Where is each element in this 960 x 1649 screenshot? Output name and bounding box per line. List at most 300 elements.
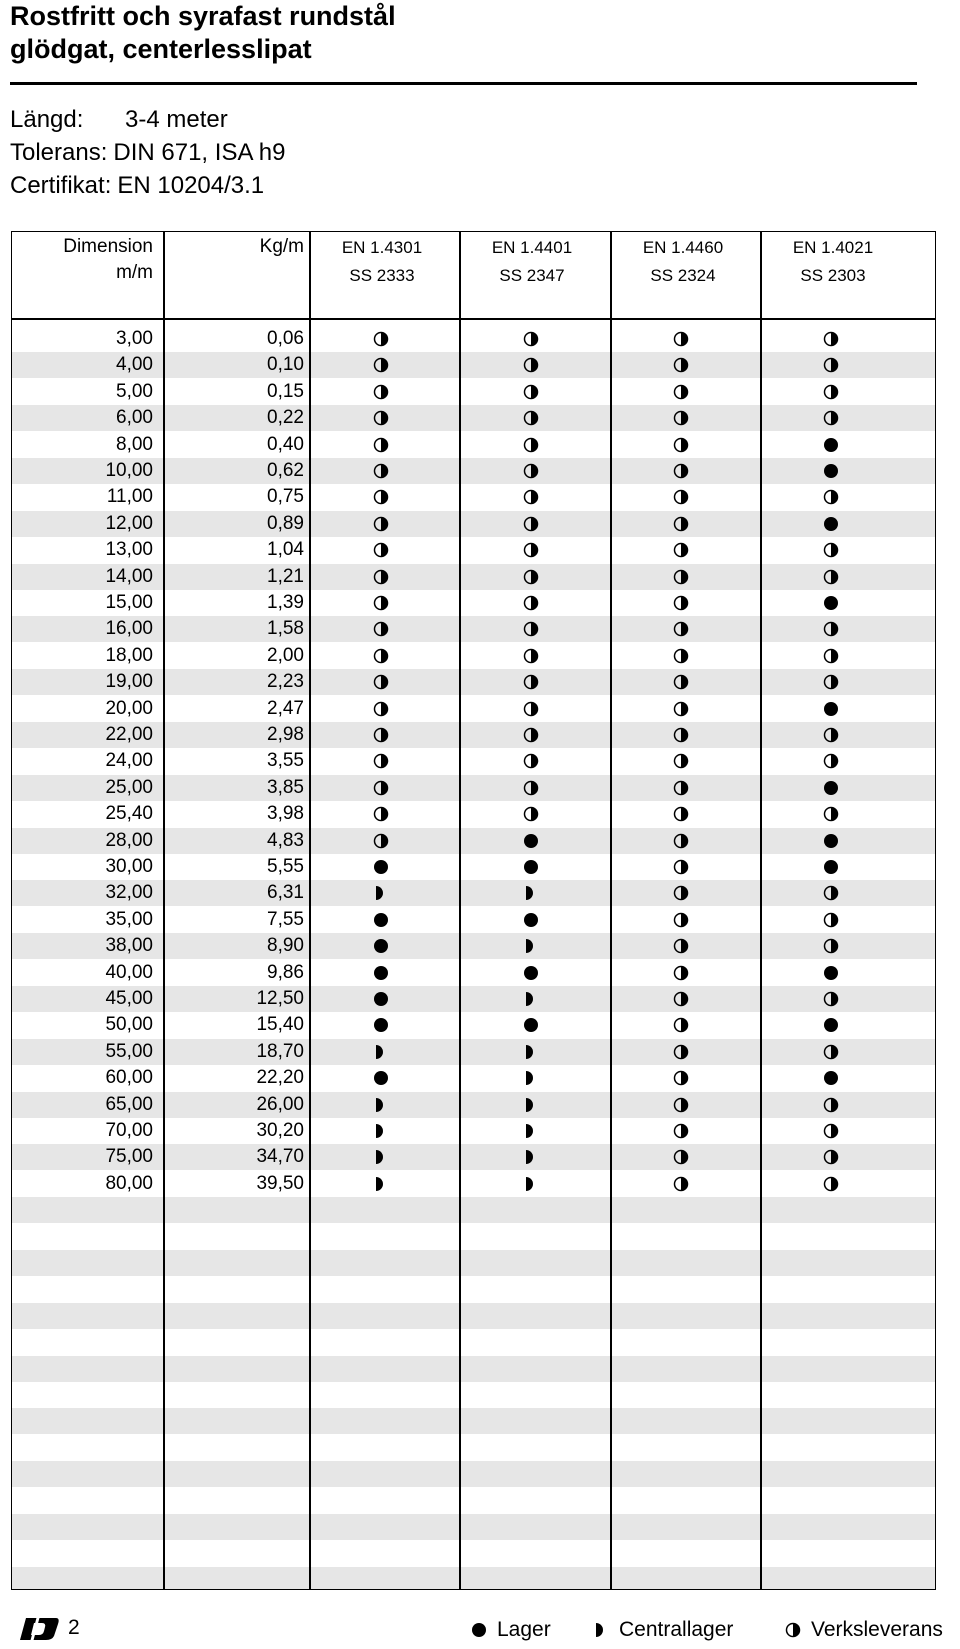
header-material-4 [758, 234, 908, 290]
page-footer [0, 1614, 960, 1649]
cell-dimension: 8,00 [116, 433, 153, 455]
cell-weight: 1,21 [267, 565, 304, 587]
cell-availability [672, 326, 690, 352]
cell-availability [822, 696, 840, 722]
cell-dimension: 19,00 [105, 671, 153, 693]
header-material-3 [608, 234, 758, 290]
cell-availability [672, 1144, 690, 1170]
header-material-ss: SS 2347 [499, 266, 565, 285]
open-circle-icon [373, 569, 389, 585]
legend-label: Centrallager [619, 1618, 734, 1641]
cell-availability [822, 1092, 840, 1118]
filled-circle-icon [373, 859, 389, 875]
open-circle-icon [823, 489, 839, 505]
open-circle-icon [673, 1176, 689, 1192]
cell-dimension: 20,00 [105, 697, 153, 719]
cell-availability [672, 537, 690, 563]
spec-tolerance [10, 136, 286, 169]
header-material-ss: SS 2333 [349, 266, 415, 285]
open-circle-icon [373, 595, 389, 611]
cell-weight: 3,55 [267, 750, 304, 772]
cell-availability [672, 1171, 690, 1197]
cell-availability [522, 748, 540, 774]
cell-weight: 12,50 [256, 988, 304, 1009]
cell-availability [372, 801, 390, 827]
filled-circle-icon [823, 965, 839, 981]
cell-dimension: 45,00 [105, 988, 153, 1009]
open-circle-icon [373, 489, 389, 505]
cell-availability [822, 352, 840, 378]
open-circle-icon [523, 437, 539, 453]
cell-availability [522, 854, 540, 880]
open-circle-icon [673, 569, 689, 585]
cell-availability [372, 379, 390, 405]
cell-availability [672, 643, 690, 669]
header-dimension-unit: m/m [116, 262, 153, 283]
open-circle-icon [523, 569, 539, 585]
header-dimension [12, 234, 153, 286]
filled-circle-icon [823, 1017, 839, 1033]
header-weight: Kg/m [259, 236, 304, 257]
cell-availability [822, 748, 840, 774]
cell-dimension: 25,00 [105, 776, 153, 798]
half-circle-icon [373, 1097, 389, 1113]
half-circle-icon [373, 1176, 389, 1192]
open-circle-icon [673, 410, 689, 426]
header-material-1 [307, 234, 457, 290]
open-circle-icon [373, 331, 389, 347]
cell-dimension: 38,00 [105, 935, 153, 957]
cell-availability [372, 537, 390, 563]
cell-availability [372, 432, 390, 458]
header-divider [12, 318, 935, 320]
open-circle-icon [673, 780, 689, 796]
open-circle-icon [823, 1176, 839, 1192]
cell-weight: 1,04 [267, 539, 304, 561]
cell-availability [822, 616, 840, 642]
open-circle-icon [523, 463, 539, 479]
cell-availability [522, 1171, 540, 1197]
cell-weight: 39,50 [256, 1172, 304, 1194]
cell-availability [522, 1118, 540, 1144]
cell-availability [522, 933, 540, 959]
cell-availability [822, 1012, 840, 1038]
cell-weight: 30,20 [256, 1120, 304, 1141]
cell-availability [672, 379, 690, 405]
title-line-1: Rostfritt och syrafast rundstål [10, 1, 396, 31]
open-circle-icon [673, 1044, 689, 1060]
filled-circle-icon [823, 701, 839, 717]
page-title [10, 0, 910, 66]
cell-availability [672, 616, 690, 642]
cell-dimension: 16,00 [105, 618, 153, 640]
open-circle-icon [373, 463, 389, 479]
cell-weight: 0,22 [267, 407, 304, 429]
cell-dimension: 30,00 [105, 856, 153, 877]
cell-availability [522, 432, 540, 458]
open-circle-icon [373, 727, 389, 743]
cell-weight: 3,98 [267, 803, 304, 825]
cell-weight: 8,90 [267, 935, 304, 957]
cell-weight: 1,39 [267, 592, 304, 613]
open-circle-icon [373, 833, 389, 849]
cell-availability [372, 933, 390, 959]
open-circle-icon [823, 542, 839, 558]
cell-availability [372, 722, 390, 748]
open-circle-icon [373, 357, 389, 373]
open-circle-icon [673, 965, 689, 981]
cell-weight: 0,62 [267, 460, 304, 481]
open-circle-icon [523, 621, 539, 637]
cell-availability [522, 669, 540, 695]
filled-circle-icon [823, 1070, 839, 1086]
open-circle-icon [823, 806, 839, 822]
cell-availability [822, 828, 840, 854]
open-circle-icon [823, 648, 839, 664]
cell-availability [372, 590, 390, 616]
open-circle-icon [673, 938, 689, 954]
open-circle-icon [373, 780, 389, 796]
open-circle-icon [373, 542, 389, 558]
filled-circle-icon [373, 1017, 389, 1033]
filled-circle-icon [373, 965, 389, 981]
cell-availability [672, 1118, 690, 1144]
cell-weight: 22,20 [256, 1067, 304, 1089]
open-circle-icon [673, 595, 689, 611]
cell-weight: 0,15 [267, 380, 304, 402]
cell-dimension: 70,00 [105, 1120, 153, 1141]
cell-availability [522, 326, 540, 352]
cell-availability [522, 880, 540, 906]
open-circle-icon [673, 542, 689, 558]
cell-weight: 18,70 [256, 1040, 304, 1062]
cell-availability [672, 484, 690, 510]
legend-stock [471, 1618, 551, 1642]
row-stripe [12, 1197, 935, 1223]
column-divider [459, 232, 461, 1589]
cell-availability [672, 405, 690, 431]
cell-weight: 3,85 [267, 776, 304, 798]
open-circle-icon [673, 331, 689, 347]
open-circle-icon [673, 859, 689, 875]
cell-availability [372, 458, 390, 484]
open-circle-icon [373, 384, 389, 400]
cell-availability [822, 1065, 840, 1091]
open-circle-icon [673, 1123, 689, 1139]
cell-availability [372, 405, 390, 431]
open-circle-icon [523, 701, 539, 717]
cell-availability [522, 1092, 540, 1118]
cell-availability [522, 1065, 540, 1091]
header-material-2 [457, 234, 607, 290]
cell-availability [672, 854, 690, 880]
open-circle-icon [373, 674, 389, 690]
open-circle-icon [823, 331, 839, 347]
half-circle-icon [593, 1622, 609, 1638]
cell-availability [522, 828, 540, 854]
filled-circle-icon [823, 780, 839, 796]
open-circle-icon [523, 674, 539, 690]
cell-availability [522, 537, 540, 563]
open-circle-icon [823, 1149, 839, 1165]
cell-availability [522, 986, 540, 1012]
cell-weight: 0,75 [267, 486, 304, 508]
row-stripe [12, 1303, 935, 1329]
filled-circle-icon [373, 912, 389, 928]
cell-dimension: 10,00 [105, 460, 153, 481]
cell-dimension: 3,00 [116, 328, 153, 349]
header-material-ss: SS 2303 [800, 266, 866, 285]
cell-dimension: 32,00 [105, 882, 153, 904]
open-circle-icon [523, 648, 539, 664]
cell-availability [372, 484, 390, 510]
cell-availability [372, 1012, 390, 1038]
column-divider [760, 232, 762, 1589]
open-circle-icon [823, 1044, 839, 1060]
cell-availability [522, 801, 540, 827]
cell-availability [672, 458, 690, 484]
cell-dimension: 80,00 [105, 1172, 153, 1194]
half-circle-icon [523, 938, 539, 954]
open-circle-icon [673, 833, 689, 849]
cell-availability [822, 854, 840, 880]
open-circle-icon [673, 463, 689, 479]
cell-availability [372, 511, 390, 537]
cell-availability [522, 379, 540, 405]
cell-availability [822, 511, 840, 537]
legend-label: Verksleverans [811, 1618, 943, 1641]
cell-weight: 7,55 [267, 908, 304, 930]
open-circle-icon [823, 1097, 839, 1113]
cell-availability [822, 1039, 840, 1065]
cell-availability [672, 1039, 690, 1065]
cell-availability [822, 458, 840, 484]
cell-weight: 0,89 [267, 512, 304, 534]
open-circle-icon [673, 437, 689, 453]
filled-circle-icon [523, 912, 539, 928]
open-circle-icon [823, 674, 839, 690]
legend-mill-delivery [785, 1618, 943, 1642]
column-divider [610, 232, 612, 1589]
open-circle-icon [673, 991, 689, 1007]
cell-availability [522, 1039, 540, 1065]
open-circle-icon [785, 1622, 801, 1638]
cell-availability [372, 564, 390, 590]
cell-availability [822, 643, 840, 669]
cell-availability [672, 1092, 690, 1118]
cell-dimension: 13,00 [105, 539, 153, 561]
open-circle-icon [373, 410, 389, 426]
cell-availability [372, 775, 390, 801]
half-circle-icon [523, 1097, 539, 1113]
cell-weight: 2,00 [267, 644, 304, 666]
cell-weight: 0,40 [267, 433, 304, 455]
spec-label: Certifikat: [10, 172, 112, 199]
cell-weight: 0,06 [267, 328, 304, 349]
cell-availability [372, 1039, 390, 1065]
open-circle-icon [673, 753, 689, 769]
half-circle-icon [523, 1044, 539, 1060]
cell-availability [822, 722, 840, 748]
filled-circle-icon [823, 516, 839, 532]
spec-list [10, 103, 286, 202]
cell-availability [522, 643, 540, 669]
cell-dimension: 18,00 [105, 644, 153, 666]
title-divider [10, 82, 917, 85]
cell-weight: 26,00 [256, 1093, 304, 1115]
cell-availability [822, 960, 840, 986]
cell-availability [672, 511, 690, 537]
spec-length [10, 103, 286, 136]
cell-availability [522, 960, 540, 986]
cell-availability [672, 564, 690, 590]
filled-circle-icon [823, 437, 839, 453]
spec-label: Längd: [10, 106, 84, 133]
cell-dimension: 12,00 [105, 512, 153, 534]
header-material-en: EN 1.4301 [341, 238, 423, 257]
cell-availability [522, 590, 540, 616]
cell-availability [522, 1012, 540, 1038]
half-circle-icon [373, 885, 389, 901]
half-circle-icon [523, 1123, 539, 1139]
cell-availability [522, 564, 540, 590]
cell-dimension: 14,00 [105, 565, 153, 587]
cell-availability [372, 880, 390, 906]
dimension-table [11, 231, 936, 1590]
open-circle-icon [673, 1017, 689, 1033]
cell-availability [372, 1118, 390, 1144]
open-circle-icon [523, 357, 539, 373]
cell-availability [672, 669, 690, 695]
open-circle-icon [673, 384, 689, 400]
cell-availability [822, 669, 840, 695]
cell-availability [372, 854, 390, 880]
cell-availability [822, 1118, 840, 1144]
open-circle-icon [823, 727, 839, 743]
open-circle-icon [523, 727, 539, 743]
cell-availability [672, 801, 690, 827]
cell-availability [672, 933, 690, 959]
open-circle-icon [673, 674, 689, 690]
filled-circle-icon [523, 859, 539, 875]
cell-weight: 6,31 [267, 882, 304, 904]
header-material-en: EN 1.4460 [642, 238, 724, 257]
cell-availability [372, 696, 390, 722]
half-circle-icon [523, 885, 539, 901]
cell-availability [522, 616, 540, 642]
open-circle-icon [823, 912, 839, 928]
filled-circle-icon [373, 938, 389, 954]
cell-availability [822, 880, 840, 906]
cell-availability [672, 960, 690, 986]
cell-dimension: 55,00 [105, 1040, 153, 1062]
filled-circle-icon [373, 991, 389, 1007]
open-circle-icon [373, 701, 389, 717]
filled-circle-icon [523, 833, 539, 849]
open-circle-icon [823, 569, 839, 585]
open-circle-icon [523, 542, 539, 558]
spec-label: Tolerans: [10, 139, 108, 166]
cell-availability [372, 352, 390, 378]
open-circle-icon [523, 595, 539, 611]
cell-availability [672, 696, 690, 722]
open-circle-icon [373, 753, 389, 769]
open-circle-icon [673, 727, 689, 743]
cell-availability [822, 379, 840, 405]
open-circle-icon [373, 437, 389, 453]
cell-availability [522, 722, 540, 748]
cell-availability [822, 1171, 840, 1197]
open-circle-icon [523, 410, 539, 426]
cell-availability [822, 590, 840, 616]
half-circle-icon [523, 1070, 539, 1086]
cell-dimension: 6,00 [116, 407, 153, 429]
cell-dimension: 15,00 [105, 592, 153, 613]
open-circle-icon [523, 489, 539, 505]
row-stripe [12, 1514, 935, 1540]
open-circle-icon [673, 357, 689, 373]
cell-weight: 2,98 [267, 724, 304, 745]
cell-availability [522, 484, 540, 510]
filled-circle-icon [373, 1070, 389, 1086]
open-circle-icon [673, 912, 689, 928]
open-circle-icon [373, 648, 389, 664]
open-circle-icon [523, 753, 539, 769]
cell-weight: 5,55 [267, 856, 304, 877]
open-circle-icon [673, 621, 689, 637]
half-circle-icon [523, 1176, 539, 1192]
open-circle-icon [673, 885, 689, 901]
cell-availability [822, 801, 840, 827]
cell-availability [672, 352, 690, 378]
cell-dimension: 50,00 [105, 1014, 153, 1036]
half-circle-icon [523, 991, 539, 1007]
open-circle-icon [823, 621, 839, 637]
filled-circle-icon [523, 965, 539, 981]
filled-circle-icon [823, 463, 839, 479]
legend-central-stock [593, 1618, 733, 1642]
cell-availability [372, 1171, 390, 1197]
open-circle-icon [823, 991, 839, 1007]
cell-availability [372, 669, 390, 695]
cell-dimension: 25,40 [105, 803, 153, 825]
filled-circle-icon [471, 1622, 487, 1638]
cell-availability [522, 352, 540, 378]
half-circle-icon [373, 1044, 389, 1060]
cell-availability [372, 1065, 390, 1091]
open-circle-icon [373, 806, 389, 822]
cell-availability [672, 828, 690, 854]
cell-availability [822, 907, 840, 933]
cell-dimension: 5,00 [116, 380, 153, 402]
open-circle-icon [523, 780, 539, 796]
spec-value: EN 10204/3.1 [117, 172, 265, 199]
header-material-en: EN 1.4021 [792, 238, 874, 257]
cell-availability [822, 933, 840, 959]
cell-availability [672, 590, 690, 616]
cell-dimension: 28,00 [105, 829, 153, 851]
open-circle-icon [673, 806, 689, 822]
header-dimension-label: Dimension [63, 236, 153, 257]
cell-availability [822, 775, 840, 801]
page-number: 2 [68, 1616, 80, 1639]
filled-circle-icon [823, 833, 839, 849]
cell-availability [672, 748, 690, 774]
spec-value: DIN 671, ISA h9 [113, 139, 286, 166]
open-circle-icon [673, 1070, 689, 1086]
cell-availability [372, 1144, 390, 1170]
cell-availability [522, 1144, 540, 1170]
